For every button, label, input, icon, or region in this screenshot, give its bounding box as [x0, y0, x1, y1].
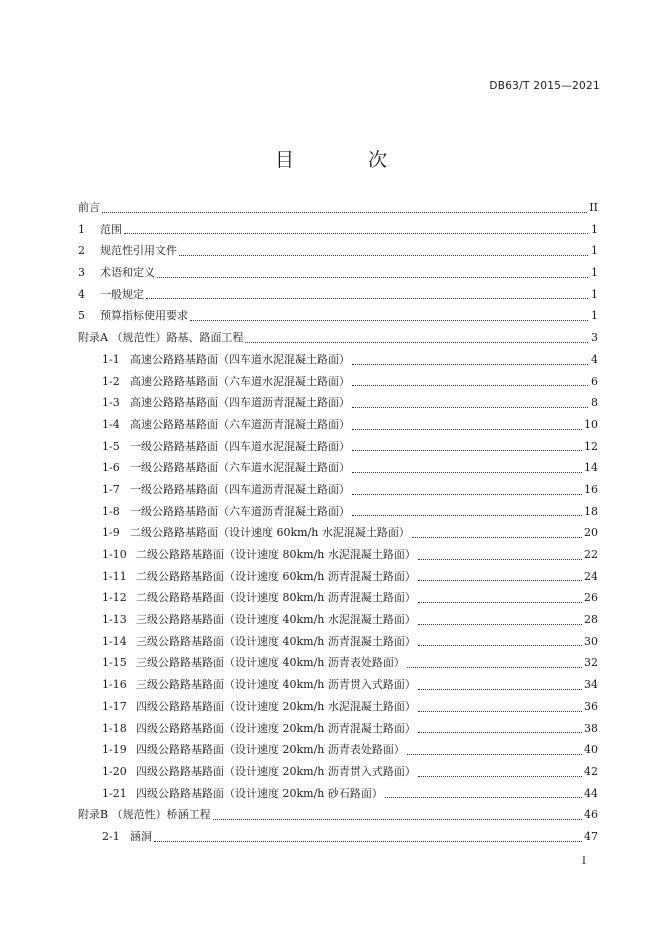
toc-entry-number: 1-2: [102, 374, 120, 388]
toc-entry-title: 高速公路路基路面（四车道沥青混凝土路面）: [130, 396, 350, 410]
toc-entry-number: 1-8: [102, 504, 120, 518]
toc-entry-title: 附录A （规范性）路基、路面工程: [78, 331, 244, 345]
toc-entry-number: 1-4: [102, 417, 120, 431]
toc-entry[interactable]: [78, 219, 598, 241]
toc-entry[interactable]: [78, 826, 598, 848]
page-number: I: [582, 856, 586, 867]
toc-entry-title: 四级公路路基路面（设计速度 20km/h 砂石路面）: [136, 786, 383, 800]
toc-entry-page: 28: [584, 613, 598, 627]
toc-entry-title: 一级公路路基路面（六车道沥青混凝土路面）: [130, 504, 350, 518]
toc-leader-dots: [157, 266, 588, 278]
toc-entry-title: 前言: [78, 201, 100, 214]
toc-leader-dots: [102, 201, 587, 213]
toc-entry-page: 3: [591, 331, 598, 345]
toc-entry-page: 26: [584, 591, 598, 605]
toc-entry-number: 1: [78, 222, 85, 236]
toc-entry-number: 1-18: [102, 721, 127, 735]
toc-entry-page: 38: [584, 721, 598, 735]
toc-entry-title: 附录B （规范性）桥涵工程: [78, 808, 211, 822]
toc-leader-dots: [190, 309, 588, 321]
toc-entry-title: 二级公路路基路面（设计速度 80km/h 水泥混凝土路面）: [136, 548, 416, 561]
toc-leader-dots: [418, 613, 582, 625]
toc-entry-page: 44: [584, 786, 598, 800]
toc-entry-title: 高速公路路基路面（六车道沥青混凝土路面）: [130, 417, 350, 431]
toc-entry[interactable]: [78, 240, 598, 262]
toc-entry-page: II: [589, 201, 598, 214]
toc-entry-page: 10: [584, 417, 598, 431]
toc-entry-title: 一级公路路基路面（六车道水泥混凝土路面）: [130, 461, 350, 475]
page-title: 目 次: [274, 149, 422, 171]
toc-entry-number: 1-12: [102, 591, 127, 605]
toc-entry-title: 涵洞: [130, 829, 152, 843]
toc-entry-page: 1: [591, 309, 598, 323]
toc-entry-page: 22: [584, 548, 598, 561]
toc-leader-dots: [407, 743, 582, 755]
toc-leader-dots: [352, 504, 582, 516]
toc-entry-page: 40: [584, 743, 598, 757]
toc-entry[interactable]: [78, 566, 598, 588]
toc-entry-title: 预算指标使用要求: [100, 309, 188, 323]
table-of-contents: [78, 197, 598, 848]
toc-entry[interactable]: [78, 414, 598, 436]
toc-entry-page: 20: [584, 526, 598, 540]
toc-entry-number: 1-11: [102, 569, 127, 583]
toc-entry-number: 1-17: [102, 699, 127, 713]
toc-entry-title: 高速公路路基路面（四车道水泥混凝土路面）: [130, 352, 350, 366]
toc-entry-title: 二级公路路基路面（设计速度 60km/h 水泥混凝土路面）: [130, 526, 410, 540]
toc-entry-page: 16: [584, 482, 598, 496]
toc-entry-title: 四级公路路基路面（设计速度 20km/h 沥青混凝土路面）: [136, 721, 416, 735]
toc-entry[interactable]: [78, 457, 598, 479]
toc-entry-page: 46: [584, 808, 598, 822]
toc-entry-number: 1-15: [102, 656, 127, 670]
toc-entry-title: 一般规定: [100, 287, 144, 301]
toc-entry-page: 1: [591, 222, 598, 236]
toc-entry-number: 1-9: [102, 526, 120, 540]
toc-entry-number: 1-20: [102, 764, 127, 778]
toc-leader-dots: [418, 634, 582, 646]
toc-entry-title: 三级公路路基路面（设计速度 40km/h 沥青混凝土路面）: [136, 634, 416, 648]
toc-leader-dots: [418, 591, 582, 603]
toc-entry-title: 一级公路路基路面（四车道水泥混凝土路面）: [130, 439, 350, 453]
toc-leader-dots: [352, 439, 582, 451]
toc-entry-number: 5: [78, 309, 85, 323]
toc-leader-dots: [418, 678, 582, 690]
toc-entry-title: 四级公路路基路面（设计速度 20km/h 沥青贯入式路面）: [136, 764, 416, 778]
toc-entry-number: 2-1: [102, 829, 120, 843]
toc-entry-number: 1-14: [102, 634, 127, 648]
toc-leader-dots: [245, 331, 588, 343]
toc-leader-dots: [412, 526, 582, 538]
toc-entry-page: 1: [591, 244, 598, 258]
toc-entry[interactable]: [78, 436, 598, 458]
toc-entry[interactable]: [78, 371, 598, 393]
toc-leader-dots: [352, 418, 582, 430]
toc-entry[interactable]: [78, 783, 598, 805]
toc-entry[interactable]: [78, 479, 598, 501]
toc-entry-number: 1-16: [102, 678, 127, 692]
toc-entry-page: 30: [584, 634, 598, 648]
toc-entry-number: 1-13: [102, 613, 127, 627]
toc-entry-page: 1: [591, 287, 598, 301]
toc-entry[interactable]: [78, 522, 598, 544]
toc-entry[interactable]: [78, 327, 598, 349]
toc-entry-title: 一级公路路基路面（四车道沥青混凝土路面）: [130, 482, 350, 496]
toc-entry[interactable]: [78, 609, 598, 631]
toc-leader-dots: [418, 721, 582, 733]
toc-entry-title: 范围: [100, 222, 122, 236]
toc-entry[interactable]: [78, 284, 598, 306]
toc-entry-number: 1-21: [102, 786, 127, 800]
toc-entry-title: 二级公路路基路面（设计速度 80km/h 沥青混凝土路面）: [136, 591, 416, 605]
toc-entry-title: 四级公路路基路面（设计速度 20km/h 沥青表处路面）: [136, 743, 405, 757]
toc-entry[interactable]: [78, 696, 598, 718]
toc-entry-number: 1-10: [102, 548, 127, 561]
toc-entry[interactable]: [78, 652, 598, 674]
toc-entry-page: 1: [591, 266, 598, 280]
toc-leader-dots: [407, 656, 582, 668]
toc-entry-title: 三级公路路基路面（设计速度 40km/h 沥青表处路面）: [136, 656, 405, 670]
toc-entry[interactable]: [78, 804, 598, 826]
toc-entry-title: 二级公路路基路面（设计速度 60km/h 沥青混凝土路面）: [136, 569, 416, 583]
toc-entry[interactable]: [78, 349, 598, 371]
toc-leader-dots: [352, 483, 582, 495]
toc-entry-title: 高速公路路基路面（六车道水泥混凝土路面）: [130, 374, 350, 388]
toc-leader-dots: [179, 244, 588, 256]
toc-entry-title: 三级公路路基路面（设计速度 40km/h 沥青贯入式路面）: [136, 678, 416, 692]
toc-entry[interactable]: [78, 392, 598, 414]
toc-entry-title: 术语和定义: [100, 266, 155, 280]
toc-entry-number: 4: [78, 287, 85, 301]
toc-entry-page: 36: [584, 699, 598, 713]
toc-entry[interactable]: [78, 501, 598, 523]
toc-entry-page: 42: [584, 764, 598, 778]
toc-entry-page: 18: [584, 504, 598, 518]
toc-entry-page: 24: [584, 569, 598, 583]
toc-entry[interactable]: [78, 587, 598, 609]
toc-entry-number: 1-6: [102, 461, 120, 475]
toc-entry-number: 3: [78, 266, 85, 280]
toc-entry[interactable]: [78, 197, 598, 219]
toc-entry-page: 6: [591, 374, 598, 388]
toc-entry-page: 4: [591, 352, 598, 366]
toc-entry-number: 1-19: [102, 743, 127, 757]
toc-entry[interactable]: [78, 761, 598, 783]
standard-code: DB63/T 2015—2021: [489, 80, 600, 92]
toc-entry[interactable]: [78, 262, 598, 284]
toc-entry-title: 三级公路路基路面（设计速度 40km/h 水泥混凝土路面）: [136, 613, 416, 627]
toc-entry-page: 47: [584, 829, 598, 843]
toc-leader-dots: [352, 396, 588, 408]
toc-entry[interactable]: [78, 544, 598, 566]
toc-leader-dots: [385, 786, 582, 798]
toc-leader-dots: [124, 222, 588, 234]
toc-entry-page: 8: [591, 396, 598, 410]
toc-entry[interactable]: [78, 631, 598, 653]
toc-entry-number: 1-3: [102, 396, 120, 410]
toc-leader-dots: [352, 374, 588, 386]
toc-leader-dots: [418, 765, 582, 777]
toc-entry-number: 1-1: [102, 352, 120, 366]
toc-entry-title: 规范性引用文件: [100, 244, 177, 258]
toc-leader-dots: [146, 287, 588, 299]
toc-entry[interactable]: [78, 718, 598, 740]
toc-entry-page: 14: [584, 461, 598, 475]
toc-entry-page: 12: [584, 439, 598, 453]
toc-leader-dots: [352, 353, 588, 365]
toc-leader-dots: [418, 700, 582, 712]
toc-leader-dots: [154, 830, 582, 842]
toc-entry-number: 2: [78, 244, 85, 258]
toc-entry-page: 34: [584, 678, 598, 692]
toc-entry[interactable]: [78, 305, 598, 327]
toc-entry[interactable]: [78, 739, 598, 761]
toc-entry-number: 1-5: [102, 439, 120, 453]
toc-entry-number: 1-7: [102, 482, 120, 496]
toc-leader-dots: [418, 548, 582, 560]
toc-entry-page: 32: [584, 656, 598, 670]
toc-leader-dots: [352, 461, 582, 473]
toc-leader-dots: [213, 808, 582, 820]
toc-leader-dots: [418, 569, 582, 581]
toc-entry-title: 四级公路路基路面（设计速度 20km/h 水泥混凝土路面）: [136, 699, 416, 713]
toc-entry[interactable]: [78, 674, 598, 696]
